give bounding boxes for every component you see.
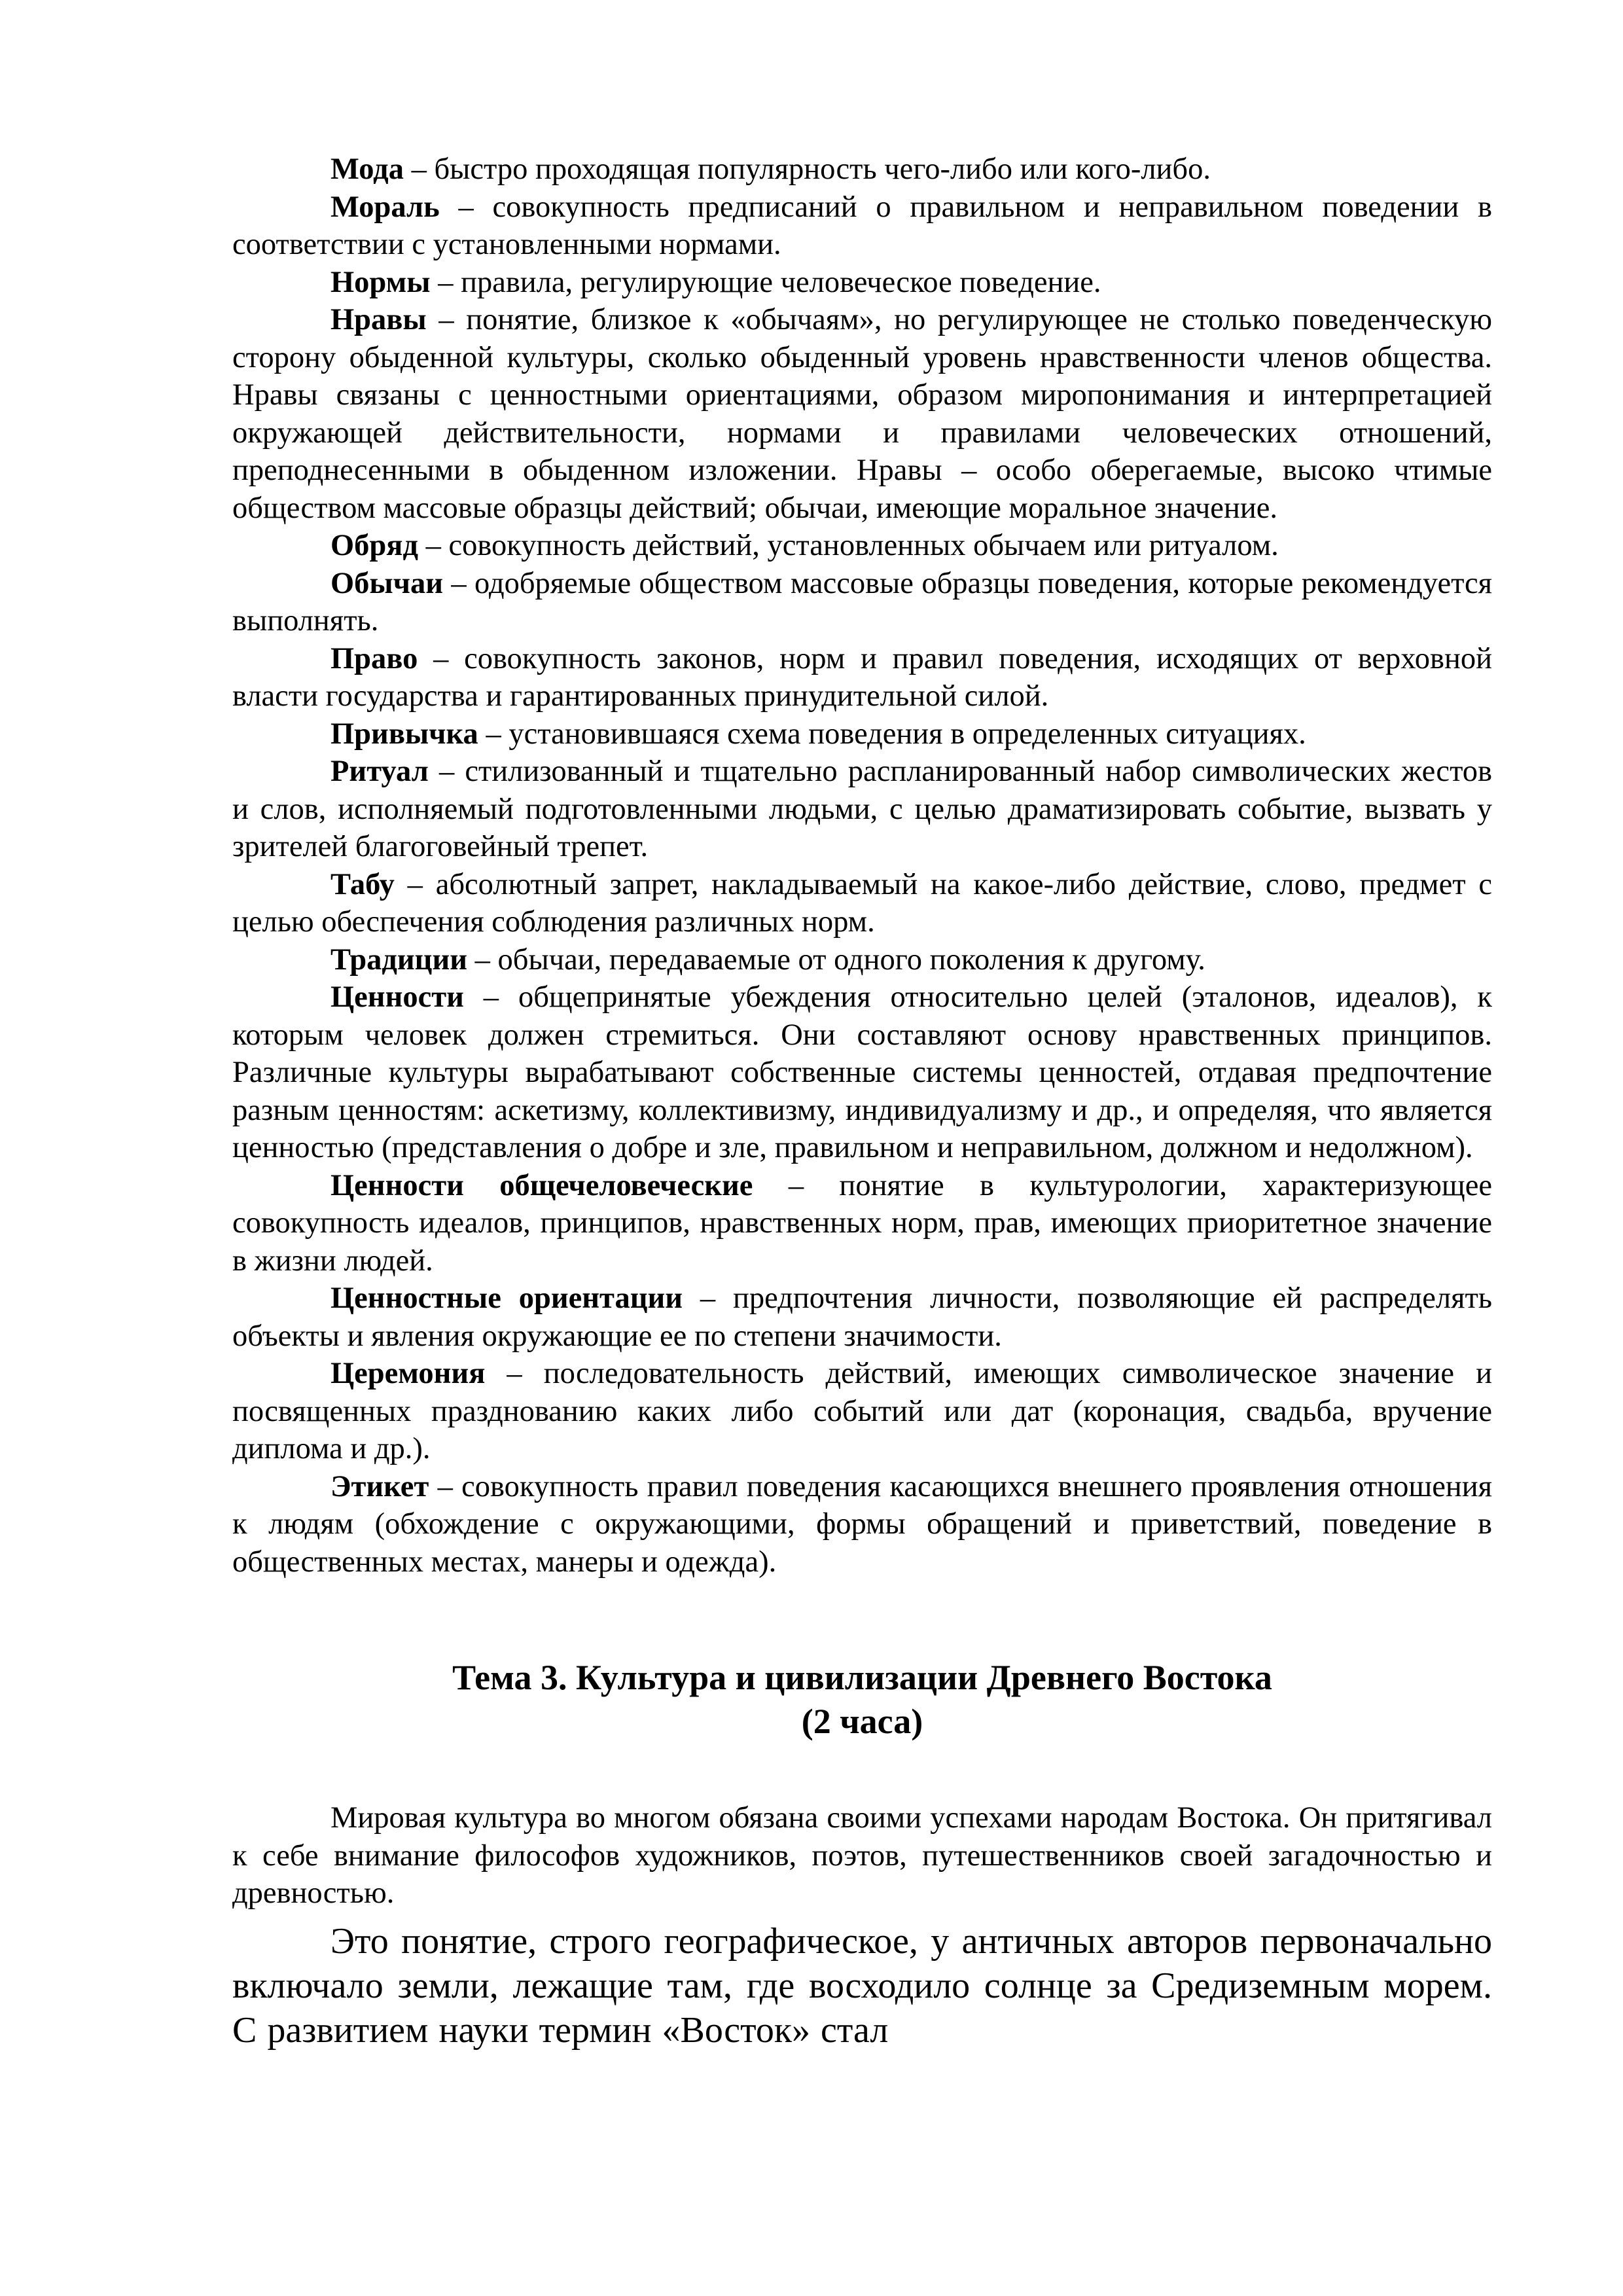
glossary-term: Мода — [330, 152, 404, 186]
glossary-entry-nravy — [232, 301, 1492, 527]
intro-paragraph: Мировая культура во многом обязана своими успехами народам Востока. Он притягивал к себе внимание философов художников, поэтов, путешественников своей загадочностью и древностью. — [232, 1801, 1492, 1910]
glossary-definition: – последовательность действий, имеющих символическое значение и посвященных празднованию каких либо событий или дат (коронация, свадьба, вручение диплома и др.). — [232, 1357, 1492, 1465]
glossary-entry-tsennosti-obshchechelovecheskie — [232, 1167, 1492, 1280]
glossary-term: Этикет — [330, 1469, 429, 1503]
glossary-entry-obychai — [232, 565, 1492, 640]
glossary-entry-traditsii — [232, 941, 1492, 979]
glossary-definition: – одобряемые обществом массовые образцы поведения, которые рекомендуется выполнять. — [232, 566, 1492, 637]
glossary-entry-moda — [232, 151, 1492, 188]
glossary-term: Право — [330, 641, 418, 675]
glossary-term: Церемония — [330, 1357, 486, 1390]
glossary-definition: – стилизованный и тщательно распланированный набор символических жестов и слов, исполняемый подготовленными людьми, с целью драматизировать событие, вызвать у зрителей благоговейный трепет. — [232, 755, 1492, 863]
glossary-term: Привычка — [330, 717, 478, 751]
glossary-entry-normy — [232, 264, 1492, 302]
glossary-definition: – установившаяся схема поведения в определенных ситуациях. — [478, 717, 1306, 751]
glossary-definition: – совокупность предписаний о правильном и неправильном поведении в соответствии с установленными нормами. — [232, 190, 1492, 261]
glossary-entry-etiket — [232, 1468, 1492, 1581]
document-page — [232, 151, 1555, 2053]
glossary-definition: – понятие в культурологии, характеризующее совокупность идеалов, принципов, нравственных норм, прав, имеющих приоритетное значение в жизни людей. — [232, 1168, 1492, 1278]
glossary-definition: – абсолютный запрет, накладываемый на какое-либо действие, слово, предмет с целью обеспечения соблюдения различных норм. — [232, 867, 1492, 939]
glossary-definition: – предпочтения личности, позволяющие ей распределять объекты и явления окружающие ее по степени значимости. — [232, 1282, 1492, 1353]
glossary-entry-obryad — [232, 527, 1492, 565]
glossary-entry-tsennostnye-orientatsii — [232, 1280, 1492, 1355]
glossary-entry-ritual — [232, 753, 1492, 866]
glossary-term: Табу — [330, 867, 395, 901]
glossary-definition: – совокупность законов, норм и правил поведения, исходящих от верховной власти государства и гарантированных принудительной силой. — [232, 641, 1492, 713]
glossary-definition: – совокупность действий, установленных обычаем или ритуалом. — [418, 529, 1279, 562]
topic-heading — [232, 1656, 1492, 1744]
glossary-term: Нравы — [330, 303, 427, 336]
glossary-entry-privychka — [232, 715, 1492, 753]
glossary-definition: – правила, регулирующие человеческое поведение. — [430, 265, 1101, 299]
glossary-term: Традиции — [330, 942, 468, 977]
large-paragraph: Это понятие, строго географическое, у античных авторов первоначально включало земли, лежащие там, где восходило солнце за Средиземным морем. С развитием науки термин «Восток» стал — [232, 1920, 1555, 2051]
glossary-term: Мораль — [330, 190, 440, 224]
glossary-term: Ценности — [330, 980, 464, 1014]
glossary-term: Нормы — [330, 265, 431, 299]
glossary-definition: – общепринятые убеждения относительно целей (эталонов, идеалов), к которым человек должен стремиться. Они составляют основу нравственных принципов. Различные культуры вырабатывают собственные системы ценностей, отдавая предпочтение разным ценностям: аскетизму, коллективизму, индивидуализму и др., и определяя, что является ценностью (представления о добре и зле, правильном и неправильном, должном и недолжном). — [232, 980, 1492, 1164]
glossary-term: Ценностные ориентации — [330, 1282, 683, 1315]
glossary-term: Ценности общечеловеческие — [330, 1168, 753, 1202]
glossary-entry-tsennosti — [232, 978, 1492, 1167]
glossary-definition: – понятие, близкое к «обычаям», но регулирующее не столько поведенческую сторону обыденной культуры, сколько обыденный уровень нравственности членов общества. Нравы связаны с ценностными ориентациями, образом миропонимания и интерпретацией окружающей действительности, нормами и правилами человеческих отношений, преподнесенными в обыденном изложении. Нравы – особо оберегаемые, высоко чтимые обществом массовые образцы действий; обычаи, имеющие моральное значение. — [232, 303, 1492, 525]
glossary-entry-tabu — [232, 866, 1492, 941]
glossary-term: Ритуал — [330, 755, 429, 788]
glossary-definition: – быстро проходящая популярность чего-либо или кого-либо. — [403, 152, 1211, 186]
glossary-definition: – совокупность правил поведения касающихся внешнего проявления отношения к людям (обхождение с окружающими, формы обращений и приветствий, поведение в общественных местах, манеры и одежда). — [232, 1469, 1492, 1579]
glossary-entry-tseremoniya — [232, 1355, 1492, 1468]
glossary-term: Обряд — [330, 529, 418, 562]
glossary-definition: – обычаи, передаваемые от одного поколения к другому. — [467, 942, 1205, 977]
glossary-term: Обычаи — [330, 566, 443, 600]
glossary-entry-pravo — [232, 640, 1492, 715]
glossary-entry-moral — [232, 188, 1492, 264]
topic-hours: (2 часа) — [801, 1702, 923, 1741]
topic-title: Тема 3. Культура и цивилизации Древнего Востока — [452, 1658, 1272, 1697]
